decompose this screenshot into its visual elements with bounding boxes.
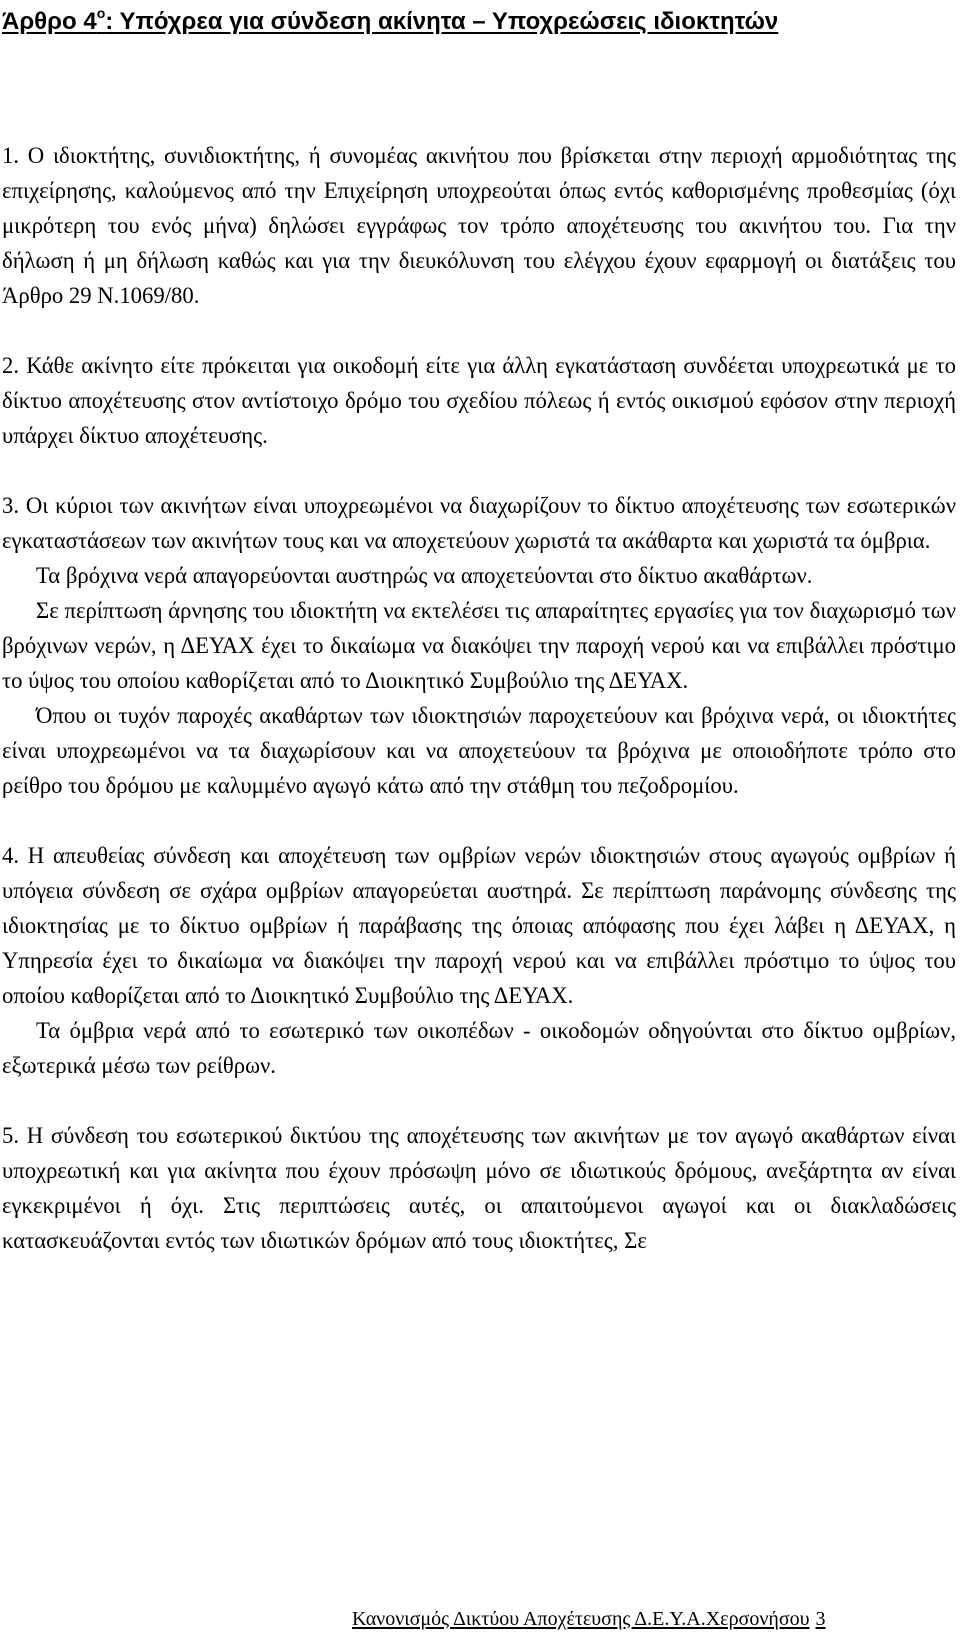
paragraph-3-refusal: Σε περίπτωση άρνησης του ιδιοκτήτη να εκτελέσει τις απαραίτητες εργασίες για τον διαχωρισμό των βρόχινων νερών, η ΔΕΥΑΧ έχει το δικαίωμα να διακόψει την παροχή νερού και να επιβάλλει πρόστιμο το ύψος του οποίου καθορίζεται από το Διοικητικό Συμβούλιο της ΔΕΥΑΧ.: [2, 598, 956, 693]
footer-page-number: 3: [815, 1608, 826, 1630]
paragraph-3-separation: Όπου οι τυχόν παροχές ακαθάρτων των ιδιοκτησιών παροχετεύουν και βρόχινα νερά, οι ιδιοκτήτες είναι υποχρεωμένοι να τα διαχωρίσουν και να αποχετεύουν τα βρόχινα με οποιοδήποτε τρόπο στο ρείθρο του δρόμου με καλυμμένο αγωγό κάτω από την στάθμη του πεζοδρομίου.: [2, 703, 956, 798]
footer-document-name: Κανονισμός Δικτύου Αποχέτευσης Δ.Ε.Υ.Α.Χερσονήσου: [352, 1608, 810, 1630]
paragraph-3-rainwater: Τα βρόχινα νερά απαγορεύονται αυστηρώς να αποχετεύονται στο δίκτυο ακαθάρτων.: [36, 563, 813, 588]
paragraph-1: 1. Ο ιδιοκτήτης, συνιδιοκτήτης, ή συνομέας ακινήτου που βρίσκεται στην περιοχή αρμοδιότητας της επιχείρησης, καλούμενος από την Επιχείρηση υποχρεούται όπως εντός καθορισμένης προθεσμίας (όχι μικρότερη του ενός μήνα) δηλώσει εγγράφως τον τρόπο αποχέτευσης του ακινήτου του. Για την δήλωση ή μη δήλωση καθώς και για την διευκόλυνση του ελέγχου έχουν εφαρμογή οι διατάξεις του Άρθρο 29 Ν.1069/80.: [2, 143, 956, 308]
article-title-prefix: Άρθρο 4: [2, 8, 97, 35]
paragraph-spacer: [2, 453, 956, 488]
paragraph-spacer: [2, 313, 956, 348]
paragraph-spacer: [2, 1083, 956, 1118]
article-title-text: : Υπόχρεα για σύνδεση ακίνητα – Υποχρεώσεις ιδιοκτητών: [105, 8, 779, 35]
article-title-ordinal: ο: [96, 5, 106, 21]
article-body: [2, 138, 956, 1258]
paragraph-4-storm-water: Τα όμβρια νερά από το εσωτερικό των οικοπέδων - οικοδομών οδηγούνται στο δίκτυο ομβρίων, εξωτερικά μέσω των ρείθρων.: [2, 1018, 956, 1078]
page-footer: [352, 1606, 952, 1632]
article-title: [2, 2, 882, 42]
paragraph-5: 5. Η σύνδεση του εσωτερικού δικτύου της αποχέτευσης των ακινήτων με τον αγωγό ακαθάρτων είναι υποχρεωτική και για ακίνητα που έχουν πρόσωψη μόνο σε ιδιωτικούς δρόμους, ανεξάρτητα αν είναι εγκεκριμένοι ή όχι. Στις περιπτώσεις αυτές, οι απαιτούμενοι αγωγοί και οι διακλαδώσεις κατασκευάζονται εντός των ιδιωτικών δρόμων από τους ιδιοκτήτες, Σε: [2, 1123, 956, 1253]
paragraph-4: 4. Η απευθείας σύνδεση και αποχέτευση των ομβρίων νερών ιδιοκτησιών στους αγωγούς ομβρίων ή υπόγεια σύνδεση σε σχάρα ομβρίων απαγορεύεται αυστηρά. Σε περίπτωση παράνομης σύνδεσης της ιδιοκτησίας με το δίκτυο ομβρίων ή παράβασης της όποιας απόφασης που έχει λάβει η ΔΕΥΑΧ, η Υπηρεσία έχει το δικαίωμα να διακόψει την παροχή νερού και να επιβάλλει πρόστιμο το ύψος του οποίου καθορίζεται από το Διοικητικό Συμβούλιο της ΔΕΥΑΧ.: [2, 843, 956, 1008]
paragraph-3: 3. Οι κύριοι των ακινήτων είναι υποχρεωμένοι να διαχωρίζουν το δίκτυο αποχέτευσης των εσωτερικών εγκαταστάσεων των ακινήτων τους και να αποχετεύουν χωριστά τα ακάθαρτα και χωριστά τα όμβρια.: [2, 493, 956, 553]
paragraph-2: 2. Κάθε ακίνητο είτε πρόκειται για οικοδομή είτε για άλλη εγκατάσταση συνδέεται υποχρεωτικά με το δίκτυο αποχέτευσης στον αντίστοιχο δρόμο του σχεδίου πόλεως ή εντός οικισμού εφόσον στην περιοχή υπάρχει δίκτυο αποχέτευσης.: [2, 353, 956, 448]
paragraph-spacer: [2, 803, 956, 838]
